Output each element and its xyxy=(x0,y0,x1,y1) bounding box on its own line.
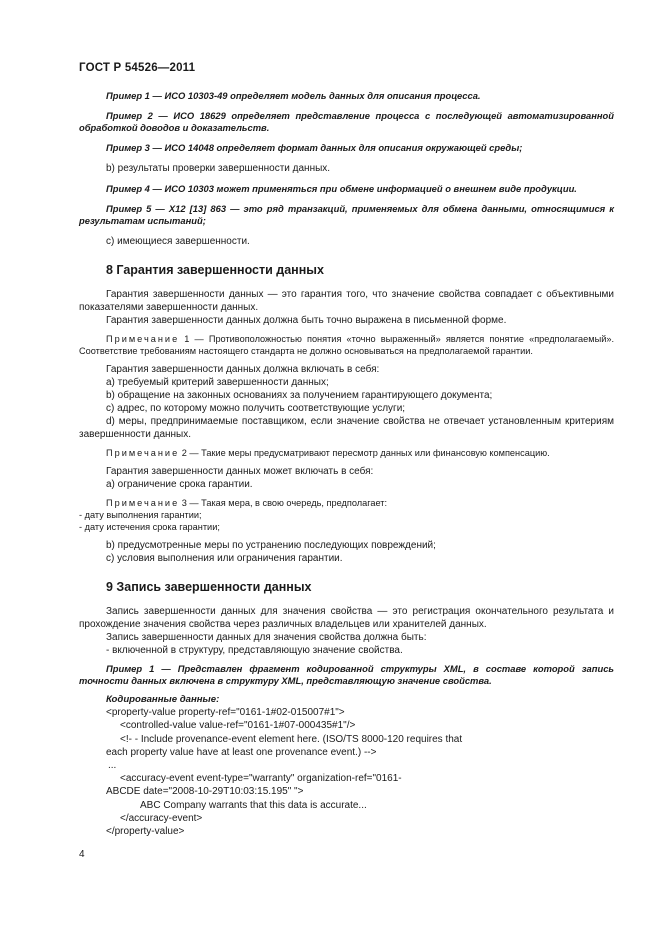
section-9-example-1: Пример 1 — Представлен фрагмент кодированной структуры XML, в составе которой запись точности данных включена в структуру XML, представляющую значение свойства. xyxy=(79,663,614,686)
example-5: Пример 5 — X12 [13] 863 — это ряд транзакций, применяемых для обмена данными, относящимися к результатам испытаний; xyxy=(79,203,614,226)
section-9-paragraph-2: Запись завершенности данных для значения свойства должна быть: xyxy=(106,632,427,643)
list-item-b-measures: b) предусмотренные меры по устранению последующих повреждений; xyxy=(106,540,436,551)
example-3: Пример 3 — ИСО 14048 определяет формат данных для описания окружающей среды; xyxy=(106,142,523,153)
list-item-c: c) имеющиеся завершенности. xyxy=(106,236,250,247)
note-2 xyxy=(79,447,614,459)
code-line: ... xyxy=(108,760,117,772)
section-8-title: 8 Гарантия завершенности данных xyxy=(106,263,324,277)
code-line: each property value have at least one provenance event.) --> xyxy=(106,746,377,758)
example-2: Пример 2 — ИСО 18629 определяет представление процесса с последующей автоматизированной обработкой доводов и доказательств. xyxy=(79,110,614,133)
section-8-paragraph-1: Гарантия завершенности данных — это гарантия того, что значение свойства совпадает с объективными показателями завершенности данных. xyxy=(79,289,614,313)
note-3-item: - дату истечения срока гарантии; xyxy=(79,522,220,532)
list-item-d: d) меры, предпринимаемые поставщиком, если значение свойства не отвечает установленным критериям завершенности данных. xyxy=(79,416,614,440)
code-block xyxy=(79,693,614,838)
section-9-paragraph-1: Запись завершенности данных для значения свойства — это регистрация окончательного результата и прохождение значения свойства через различных владельцев или хранителей данных. xyxy=(79,606,614,630)
list-item-b: b) обращение на законных основаниях за получением гарантирующего документа; xyxy=(106,390,493,401)
note-3-item: - дату выполнения гарантии; xyxy=(79,510,202,520)
list-item-a: a) требуемый критерий завершенности данных; xyxy=(106,377,329,388)
code-line: ABC Company warrants that this data is accurate... xyxy=(140,799,367,811)
code-line: <property-value property-ref="0161-1#02-015007#1"> xyxy=(106,707,345,719)
code-title: Кодированные данные: xyxy=(106,694,220,705)
section-9-title: 9 Запись завершенности данных xyxy=(106,580,312,594)
section-9-paragraph-3: - включенной в структуру, представляющую значение свойства. xyxy=(106,645,403,656)
section-8-paragraph-4: Гарантия завершенности данных может включать в себя: xyxy=(106,466,374,477)
section-8-paragraph-2: Гарантия завершенности данных должна быть точно выражена в письменной форме. xyxy=(106,315,507,326)
code-line: <controlled-value value-ref="0161-1#07-000435#1"/> xyxy=(120,720,356,732)
list-item-b: b) результаты проверки завершенности данных. xyxy=(106,163,331,174)
code-line: </property-value> xyxy=(106,826,185,838)
code-line: <accuracy-event event-type="warranty" organization-ref="0161- xyxy=(120,773,402,785)
list-item-c: c) адрес, по которому можно получить соответствующие услуги; xyxy=(106,403,406,414)
note-1 xyxy=(79,333,614,357)
note-3-text: 3 — Такая мера, в свою очередь, предполагает: xyxy=(179,498,388,508)
page-content xyxy=(79,90,614,838)
note-1-text: 1 — Противоположностью понятия «точно выраженный» является понятие «предполагаемый». Соответствие требованиям настоящего стандарта не должно основываться на предполагаемой гарантии. xyxy=(79,334,614,356)
note-2-text: 2 — Такие меры предусматривают пересмотр данных или финансовую компенсацию. xyxy=(179,448,550,458)
code-line: ABCDE date="2008-10-29T10:03:15.195" "> xyxy=(106,786,304,798)
section-8-paragraph-3: Гарантия завершенности данных должна включать в себя: xyxy=(106,364,380,375)
note-1-label: Примечание xyxy=(106,334,180,344)
code-line: <!- - Include provenance-event element here. (ISO/TS 8000-120 requires that xyxy=(120,733,463,745)
code-line: </accuracy-event> xyxy=(120,812,203,824)
example-1: Пример 1 — ИСО 10303-49 определяет модель данных для описания процесса. xyxy=(106,90,481,101)
note-3-label: Примечание xyxy=(106,498,180,508)
note-2-label: Примечание xyxy=(106,448,180,458)
example-4: Пример 4 — ИСО 10303 может применяться при обмене информацией о внешнем виде продукции. xyxy=(106,183,577,194)
document-header: ГОСТ Р 54526—2011 xyxy=(79,62,196,74)
list-item-c-conditions: c) условия выполнения или ограничения гарантии. xyxy=(106,553,343,564)
list-item-a-limit: a) ограничение срока гарантии. xyxy=(106,479,253,490)
page-number: 4 xyxy=(79,849,85,860)
note-3 xyxy=(79,497,614,509)
